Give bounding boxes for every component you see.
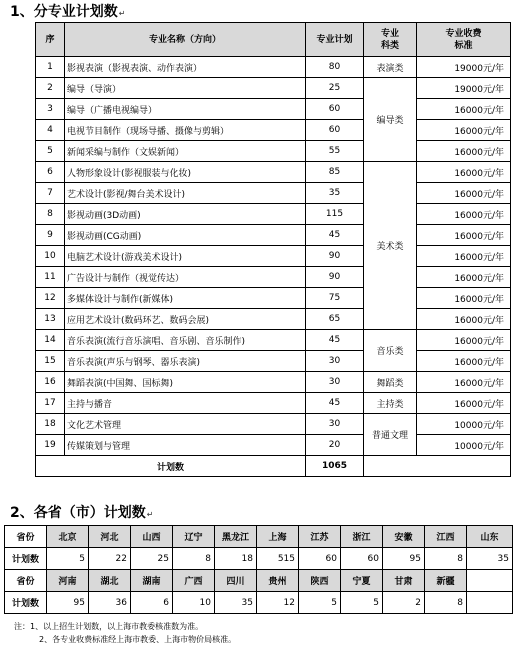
major-name: 多媒体设计与制作(新媒体) — [65, 288, 306, 309]
province-name: 河北 — [89, 526, 131, 548]
major-name: 传媒策划与管理 — [65, 435, 306, 456]
province-name: 江苏 — [299, 526, 341, 548]
row-number: 3 — [36, 99, 65, 120]
fee-standard: 16000元/年 — [417, 330, 511, 351]
header-fee: 专业收费 标准 — [417, 23, 511, 57]
fee-standard: 16000元/年 — [417, 267, 511, 288]
major-name: 新闻采编与制作（文娱新闻） — [65, 141, 306, 162]
plan-count: 115 — [306, 204, 364, 225]
major-plan-table — [35, 22, 511, 477]
province-count: 515 — [257, 548, 299, 570]
note-line-2: 2、各专业收费标准经上海市教委、上海市物价局核准。 — [39, 635, 237, 644]
row-number: 9 — [36, 225, 65, 246]
province-name: 宁夏 — [341, 570, 383, 592]
table-row — [36, 246, 511, 267]
count-row — [5, 548, 513, 570]
major-name: 音乐表演(流行音乐演唱、音乐剧、音乐制作) — [65, 330, 306, 351]
major-name: 艺术设计(影视/舞台美术设计) — [65, 183, 306, 204]
row-number: 16 — [36, 372, 65, 393]
major-name: 音乐表演(声乐与钢琴、器乐表演) — [65, 351, 306, 372]
province-name: 山东 — [467, 526, 513, 548]
plan-count: 45 — [306, 225, 364, 246]
fee-standard: 16000元/年 — [417, 246, 511, 267]
total-blank — [364, 456, 511, 477]
province-plan-table — [4, 525, 513, 614]
header-no: 序 — [36, 23, 65, 57]
fee-standard: 16000元/年 — [417, 393, 511, 414]
note-line-1: 注：1、以上招生计划数，以上海市教委核准数为准。 — [14, 622, 204, 631]
fee-standard: 16000元/年 — [417, 120, 511, 141]
row-number: 11 — [36, 267, 65, 288]
province-count: 10 — [173, 592, 215, 614]
province-count: 8 — [425, 592, 467, 614]
plan-count: 90 — [306, 267, 364, 288]
notes — [14, 620, 236, 646]
province-label: 省份 — [5, 570, 47, 592]
table-row — [36, 267, 511, 288]
row-number: 14 — [36, 330, 65, 351]
province-label: 省份 — [5, 526, 47, 548]
table-header-row — [36, 23, 511, 57]
major-name: 文化艺术管理 — [65, 414, 306, 435]
major-category: 主持类 — [364, 393, 417, 414]
table-row — [36, 162, 511, 183]
plan-count: 30 — [306, 372, 364, 393]
major-category: 美术类 — [364, 162, 417, 330]
table-row — [36, 351, 511, 372]
fee-standard: 16000元/年 — [417, 162, 511, 183]
row-number: 4 — [36, 120, 65, 141]
section2-title: 2、各省（市）计划数↵ — [10, 505, 154, 521]
table-row — [36, 393, 511, 414]
count-label: 计划数 — [5, 592, 47, 614]
plan-count: 65 — [306, 309, 364, 330]
row-number: 1 — [36, 57, 65, 78]
table-row — [36, 120, 511, 141]
major-name: 影视表演（影视表演、动作表演） — [65, 57, 306, 78]
province-count: 2 — [383, 592, 425, 614]
table-row — [36, 99, 511, 120]
table-row — [36, 330, 511, 351]
header-category: 专业 科类 — [364, 23, 417, 57]
row-number: 5 — [36, 141, 65, 162]
total-label: 计划数 — [36, 456, 306, 477]
plan-count: 60 — [306, 120, 364, 141]
major-name: 广告设计与制作（视觉传达） — [65, 267, 306, 288]
row-number: 17 — [36, 393, 65, 414]
plan-count: 45 — [306, 330, 364, 351]
province-count: 35 — [467, 548, 513, 570]
province-count: 6 — [131, 592, 173, 614]
province-name: 广西 — [173, 570, 215, 592]
province-name: 辽宁 — [173, 526, 215, 548]
total-value: 1065 — [306, 456, 364, 477]
table-row — [36, 309, 511, 330]
row-number: 19 — [36, 435, 65, 456]
table-row — [36, 57, 511, 78]
fee-standard: 16000元/年 — [417, 372, 511, 393]
plan-count: 75 — [306, 288, 364, 309]
fee-standard: 16000元/年 — [417, 141, 511, 162]
table-row — [36, 183, 511, 204]
province-row — [5, 570, 513, 592]
province-count: 22 — [89, 548, 131, 570]
plan-count: 90 — [306, 246, 364, 267]
count-label: 计划数 — [5, 548, 47, 570]
province-count: 60 — [299, 548, 341, 570]
province-count: 60 — [341, 548, 383, 570]
row-number: 2 — [36, 78, 65, 99]
fee-standard: 10000元/年 — [417, 435, 511, 456]
major-name: 主持与播音 — [65, 393, 306, 414]
province-count: 8 — [425, 548, 467, 570]
row-number: 13 — [36, 309, 65, 330]
plan-count: 80 — [306, 57, 364, 78]
province-name: 新疆 — [425, 570, 467, 592]
province-name: 河南 — [47, 570, 89, 592]
plan-count: 45 — [306, 393, 364, 414]
major-name: 编导（导演） — [65, 78, 306, 99]
plan-count: 60 — [306, 99, 364, 120]
row-number: 8 — [36, 204, 65, 225]
row-number: 6 — [36, 162, 65, 183]
plan-count: 55 — [306, 141, 364, 162]
province-count: 36 — [89, 592, 131, 614]
section1-title: 1、分专业计划数↵ — [10, 4, 126, 20]
plan-count: 85 — [306, 162, 364, 183]
province-count: 8 — [173, 548, 215, 570]
major-name: 编导（广播电视编导） — [65, 99, 306, 120]
fee-standard: 19000元/年 — [417, 78, 511, 99]
row-number: 15 — [36, 351, 65, 372]
plan-count: 25 — [306, 78, 364, 99]
fee-standard: 19000元/年 — [417, 57, 511, 78]
row-number: 12 — [36, 288, 65, 309]
total-row — [36, 456, 511, 477]
province-name: 江西 — [425, 526, 467, 548]
province-count: 95 — [47, 592, 89, 614]
empty-cell — [467, 592, 513, 614]
province-count: 12 — [257, 592, 299, 614]
fee-standard: 16000元/年 — [417, 351, 511, 372]
major-name: 影视动画(CG动画) — [65, 225, 306, 246]
major-name: 影视动画(3D动画) — [65, 204, 306, 225]
major-category: 舞蹈类 — [364, 372, 417, 393]
table-row — [36, 288, 511, 309]
empty-cell — [467, 570, 513, 592]
province-name: 上海 — [257, 526, 299, 548]
row-number: 7 — [36, 183, 65, 204]
header-plan: 专业计划 — [306, 23, 364, 57]
count-row — [5, 592, 513, 614]
province-name: 甘肃 — [383, 570, 425, 592]
table-row — [36, 372, 511, 393]
table-row — [36, 435, 511, 456]
fee-standard: 10000元/年 — [417, 414, 511, 435]
major-category: 普通文理 — [364, 414, 417, 456]
province-name: 贵州 — [257, 570, 299, 592]
major-category: 编导类 — [364, 78, 417, 162]
major-category: 音乐类 — [364, 330, 417, 372]
row-number: 10 — [36, 246, 65, 267]
province-name: 黑龙江 — [215, 526, 257, 548]
plan-count: 35 — [306, 183, 364, 204]
province-count: 95 — [383, 548, 425, 570]
fee-standard: 16000元/年 — [417, 204, 511, 225]
table-row — [36, 141, 511, 162]
major-name: 应用艺术设计(数码环艺、数码会展) — [65, 309, 306, 330]
province-count: 5 — [341, 592, 383, 614]
province-name: 湖南 — [131, 570, 173, 592]
table-row — [36, 225, 511, 246]
province-count: 25 — [131, 548, 173, 570]
major-name: 电视节目制作（现场导播、摄像与剪辑） — [65, 120, 306, 141]
row-number: 18 — [36, 414, 65, 435]
major-category: 表演类 — [364, 57, 417, 78]
province-name: 山西 — [131, 526, 173, 548]
province-name: 北京 — [47, 526, 89, 548]
province-name: 湖北 — [89, 570, 131, 592]
province-name: 安徽 — [383, 526, 425, 548]
province-name: 四川 — [215, 570, 257, 592]
plan-count: 30 — [306, 414, 364, 435]
province-count: 5 — [299, 592, 341, 614]
major-name: 电脑艺术设计(游戏美术设计) — [65, 246, 306, 267]
plan-count: 20 — [306, 435, 364, 456]
fee-standard: 16000元/年 — [417, 309, 511, 330]
table-row — [36, 78, 511, 99]
fee-standard: 16000元/年 — [417, 225, 511, 246]
table-row — [36, 414, 511, 435]
fee-standard: 16000元/年 — [417, 183, 511, 204]
fee-standard: 16000元/年 — [417, 288, 511, 309]
table-row — [36, 204, 511, 225]
major-name: 舞蹈表演(中国舞、国标舞) — [65, 372, 306, 393]
province-name: 陕西 — [299, 570, 341, 592]
plan-count: 30 — [306, 351, 364, 372]
major-name: 人物形象设计(影视服装与化妆) — [65, 162, 306, 183]
header-major-name: 专业名称（方向） — [65, 23, 306, 57]
province-row — [5, 526, 513, 548]
province-name: 浙江 — [341, 526, 383, 548]
fee-standard: 16000元/年 — [417, 99, 511, 120]
province-count: 35 — [215, 592, 257, 614]
province-count: 5 — [47, 548, 89, 570]
province-count: 18 — [215, 548, 257, 570]
